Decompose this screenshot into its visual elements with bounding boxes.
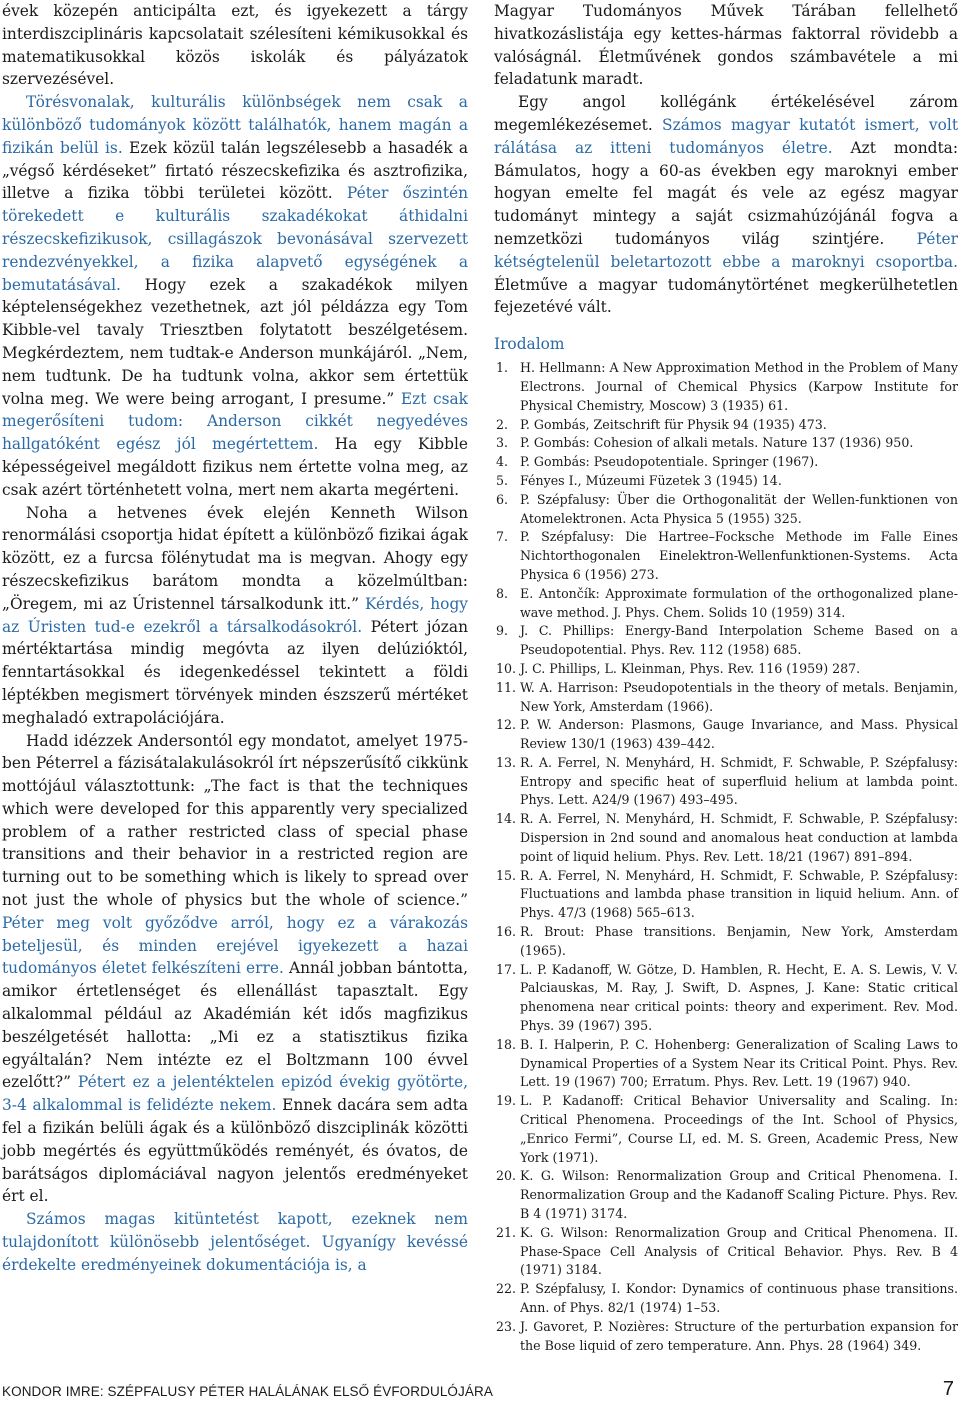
paragraph-text-run: Péter őszintén törekedett e kulturális szakadékokat áthidalni részecskefizikusok, csillagászok bevonásával szervezett rendezvényekkel, a fizika alapvető egységének a bemutatásával. (2, 184, 468, 294)
reference-text: J. C. Phillips: Energy-Band Interpolation Scheme Based on a Pseudopotential. Phys. Rev. 112 (1958) 685. (520, 623, 958, 658)
reference-item (494, 622, 958, 660)
reference-text: W. A. Harrison: Pseudopotentials in the theory of metals. Benjamin, New York, Amsterdam (1966). (520, 679, 958, 714)
reference-number: 20. (496, 1168, 517, 1184)
reference-item (494, 472, 958, 491)
page-footer (2, 1378, 958, 1402)
reference-text: J. C. Phillips, L. Kleinman, Phys. Rev. 116 (1959) 287. (520, 660, 861, 676)
reference-text: K. G. Wilson: Renormalization Group and Critical Phenomena. II. Phase-Space Cell Analysis of Critical Behavior. Phys. Rev. B 4 (1971) 3184. (520, 1224, 958, 1278)
paragraph-text-run: Péter kétségtelenül beletartozott ebbe a maroknyi csoportba. (494, 229, 958, 271)
reference-number: 15. (496, 867, 517, 883)
reference-number: 3. (496, 435, 509, 451)
reference-item (494, 416, 958, 435)
reference-text: P. W. Anderson: Plasmons, Gauge Invariance, and Mass. Physical Review 130/1 (1963) 439–442. (520, 717, 958, 752)
right-column (494, 0, 958, 1355)
running-title: KONDOR IMRE: SZÉPFALUSY PÉTER HALÁLÁNAK ELSŐ ÉVFORDULÓJÁRA (2, 1384, 493, 1399)
reference-number: 5. (496, 472, 509, 488)
reference-number: 13. (496, 754, 517, 770)
reference-item (494, 679, 958, 717)
reference-item (494, 754, 958, 810)
reference-number: 16. (496, 924, 517, 940)
paragraph-text-run: Azt mondta: Bámulatos, hogy a 60-as években egy maroknyi ember hogyan emelte fel magát és vele az egész magyar tudományt mintegy a saját csizmahúzójánál fogva a nemzetközi tudományos világ szintjére. (494, 138, 958, 248)
reference-number: 17. (496, 961, 517, 977)
reference-text: E. Antončík: Approximate formulation of the orthogonalized plane-wave method. J. Phys. Chem. Solids 10 (1959) 314. (520, 585, 958, 620)
paragraph-text-run: Hadd idézzek Andersontól egy mondatot, amelyet 1975-ben Péterrel a fázisátalakulásokról írt népszerűsítő cikkünk mottójául választottunk: „The fact is that the techniques which were developed for this apparently very specialized problem of a rather restricted class of special phase transitions and their behavior in a restricted region are turning out to be something which is likely to spread over not just the whole of physics but the whole of science.” (2, 731, 468, 910)
reference-text: K. G. Wilson: Renormalization Group and Critical Phenomena. I. Renormalization Group and the Kadanoff Scaling Picture. Phys. Rev. B 4 (1971) 3174. (520, 1168, 958, 1222)
paragraph (494, 0, 958, 91)
reference-item (494, 1036, 958, 1092)
reference-text: P. Gombás: Cohesion of alkali metals. Nature 137 (1936) 950. (520, 435, 914, 451)
reference-text: Fényes I., Múzeumi Füzetek 3 (1945) 14. (520, 472, 782, 488)
reference-text: L. P. Kadanoff, W. Götze, D. Hamblen, R. Hecht, E. A. S. Lewis, V. V. Palciauskas, M. Ray, J. Swift, D. Aspnes, J. Kane: Static critical phenomena near critical points: theory and experiment. Rev. Mod. Phys. 39 (1967) 395. (520, 961, 958, 1034)
reference-number: 8. (496, 585, 509, 601)
reference-number: 22. (496, 1281, 517, 1297)
reference-item (494, 359, 958, 415)
reference-text: R. A. Ferrel, N. Menyhárd, H. Schmidt, F. Schwable, P. Szépfalusy: Entropy and specific heat of superfluid helium at lambda point. Phys. Lett. A24/9 (1967) 493–495. (520, 754, 958, 808)
left-column (2, 0, 468, 1277)
reference-number: 18. (496, 1036, 517, 1052)
reference-number: 7. (496, 529, 509, 545)
paragraph (2, 502, 468, 730)
reference-text: P. Gombás: Pseudopotentiale. Springer (1967). (520, 454, 819, 470)
paragraph-text-run: évek közepén anticipálta ezt, és igyekezett a tárgy interdiszciplináris kapcsolatait szélesíteni kémikusokkal és matematikusokkal közös iskolák és pályázatok szervezésével. (2, 2, 468, 89)
right-column-paragraphs (494, 0, 958, 319)
paragraph (2, 0, 468, 91)
reference-number: 4. (496, 454, 509, 470)
reference-item (494, 923, 958, 961)
page-number: 7 (942, 1378, 954, 1400)
reference-text: R. Brout: Phase transitions. Benjamin, New York, Amsterdam (1965). (520, 924, 958, 958)
paragraph-text-run: Pétert ez a jelentéktelen epizód évekig gyötörte, 3-4 alkalommal is felidézte nekem. (2, 1073, 468, 1115)
reference-item (494, 1092, 958, 1167)
reference-number: 1. (496, 360, 509, 376)
reference-text: J. Gavoret, P. Nozières: Structure of the perturbation expansion for the Bose liquid of zero temperature. Ann. Phys. 28 (1964) 349. (520, 1318, 958, 1353)
reference-number: 21. (496, 1224, 517, 1240)
reference-item (494, 528, 958, 584)
reference-item (494, 810, 958, 866)
paragraph-text-run: Egy angol kollégánk értékelésével zárom megemlékezésemet. (494, 93, 958, 134)
paragraph-text-run: Ezek közül talán legszélesebb a hasadék a „végső kérdéseket” firtató részecskefizika és asztrofizika, illetve a fizika többi területei között. (2, 138, 468, 203)
reference-item (494, 1318, 958, 1356)
reference-item (494, 961, 958, 1036)
paragraph-text-run: Életműve a magyar tudománytörténet megkerülhetetlen fejezetévé vált. (494, 275, 958, 317)
paragraph-text-run: Ennek dacára sem adta fel a fizikán belüli ágak és a különböző diszciplinák közötti jobb megértés és együttműködés reményét, és óvatos, de barátságos diplomáciával nagyon jelentős eredményeket ért el. (2, 1096, 468, 1206)
reference-item (494, 1167, 958, 1223)
reference-text: P. Szépfalusy: Die Hartree–Focksche Methode im Falle Eines Nichtorthogonalen Einelektron-Wellenfunktionen-Systems. Acta Physica 6 (1956) 273. (520, 529, 958, 582)
paragraph (2, 91, 468, 501)
reference-item (494, 716, 958, 754)
paragraph-text-run: Péter meg volt győződve arról, hogy ez a várakozás beteljesül, és minden erejével igyekezett a hazai tudományos életet felkészíteni erre. (2, 913, 468, 978)
reference-text: R. A. Ferrel, N. Menyhárd, H. Schmidt, F. Schwable, P. Szépfalusy: Fluctuations and lambda phase transition in liquid helium. Ann. of Phys. 47/3 (1968) 565–613. (520, 867, 958, 921)
paragraph-text-run: Hogy ezek a szakadékok milyen képtelenségekhez vezethetnek, azt jól példázza egy Tom Kibble-vel tavaly Triesztben folytatott beszélgetésem. Megkérdeztem, nem tudtak-e Anderson munkájáról. „Nem, nem tudtunk. De ha tudtunk volna, akkor sem értettük volna meg. We were being arrogant, I presume.” (2, 275, 468, 408)
paragraph-text-run: Ha egy Kibble képességeivel megáldott fizikus nem értette volna meg, az csak azért történhetett volna, mert nem akarta megérteni. (2, 435, 468, 499)
reference-text: B. I. Halperin, P. C. Hohenberg: Generalization of Scaling Laws to Dynamical Properties of a System Near its Critical Point. Phys. Rev. Lett. 19 (1967) 700; Erratum. Phys. Rev. Lett. 19 (1967) 940. (520, 1036, 958, 1090)
reference-text: L. P. Kadanoff: Critical Behavior Universality and Scaling. In: Critical Phenomena. Proceedings of the Int. School of Physics, „Enrico Fermi”, Course LI, ed. M. S. Green, Academic Press, New York (1971). (520, 1093, 958, 1165)
reference-number: 10. (496, 660, 517, 676)
reference-item (494, 1280, 958, 1318)
reference-number: 23. (496, 1318, 517, 1334)
paragraph-text-run: Törésvonalak, kulturális különbségek nem csak a különböző tudományok között találhatók, hanem magán a fizikán belül is. (2, 93, 468, 157)
reference-text: R. A. Ferrel, N. Menyhárd, H. Schmidt, F. Schwable, P. Szépfalusy: Dispersion in 2nd sound and anomalous heat conduction at lambda point of liquid helium. Phys. Rev. Lett. 18/21 (1967) 891–894. (520, 811, 958, 864)
reference-text: H. Hellmann: A New Approximation Method in the Problem of Many Electrons. Journal of Chemical Physics (Karpow Institute for Physical Chemistry, Moscow) 3 (1935) 61. (520, 360, 958, 413)
paragraph (2, 1208, 468, 1276)
reference-text: P. Gombás, Zeitschrift für Physik 94 (1935) 473. (520, 416, 827, 432)
reference-item (494, 867, 958, 923)
reference-item (494, 1224, 958, 1280)
paragraph-text-run: Annál jobban bántotta, amikor értetlenséget és ellenállást tapasztalt. Egy alkalommal például az Akadémián két idős magfizikus beszélgetését hallotta: „Mi ez a statisztikus fizika egyáltalán? Nem intézte ez el Boltzmann 100 évvel ezelőtt?” (2, 959, 468, 1092)
paragraph-text-run: Pétert józan mértéktartása mindig megóvta az ilyen delúzióktól, fenntartásokkal és idegenkedéssel tekintett a földi léptékben megismert törvények minden észszerű mértéket meghaladó extrapolációjára. (2, 617, 468, 727)
reference-item (494, 453, 958, 472)
paragraph-text-run: Számos magyar kutatót ismert, volt rálátása az itteni tudományos életre. (494, 115, 958, 157)
reference-number: 11. (496, 679, 517, 695)
paragraph-text-run: Noha a hetvenes évek elején Kenneth Wilson renormálási csoportja hidat épített a különböző fizikai ágak között, ez a furcsa fölénytudat ma is megvan. Ahogy egy részecskefizikus barátom mondta a közelmúltban: „Öregem, mi az Úristennel társalkodunk itt.” (2, 503, 468, 613)
reference-number: 9. (496, 623, 509, 639)
paragraph-text-run: Számos magas kitüntetést kapott, ezeknek nem tulajdonított különösebb jelentőséget. Ugyanígy kevéssé érdekelte eredményeinek dokumentációja is, a (2, 1210, 468, 1274)
reference-number: 2. (496, 416, 509, 432)
references-list (494, 359, 958, 1355)
reference-text: P. Szépfalusy: Über die Orthogonalität der Wellen-funktionen von Atomelektronen. Acta Physica 5 (1955) 325. (520, 491, 958, 526)
reference-number: 19. (496, 1093, 517, 1109)
reference-text: P. Szépfalusy, I. Kondor: Dynamics of continuous phase transitions. Ann. of Phys. 82/1 (1974) 1–53. (520, 1281, 958, 1315)
paragraph (2, 730, 468, 1209)
paragraph-text-run: Ezt csak megerősíteni tudom: Anderson cikkét negyedéves hallgatóként egész jól megértettem. (2, 389, 468, 454)
references-heading: Irodalom (494, 335, 565, 354)
reference-number: 12. (496, 717, 517, 733)
reference-item (494, 585, 958, 623)
reference-number: 14. (496, 811, 517, 827)
reference-item (494, 491, 958, 529)
paragraph-text-run: Magyar Tudományos Művek Tárában fellelhető hivatkozáslistája egy kettes-hármas faktorral rövidebb a valóságnál. Életművének gondos számbavétele a mi feladatunk maradt. (494, 2, 958, 89)
reference-item (494, 434, 958, 453)
reference-number: 6. (496, 491, 509, 507)
paragraph-text-run: Kérdés, hogy az Úristen tud-e ezekről a társalkodásokról. (2, 594, 468, 636)
paragraph (494, 91, 958, 319)
reference-item (494, 660, 958, 679)
